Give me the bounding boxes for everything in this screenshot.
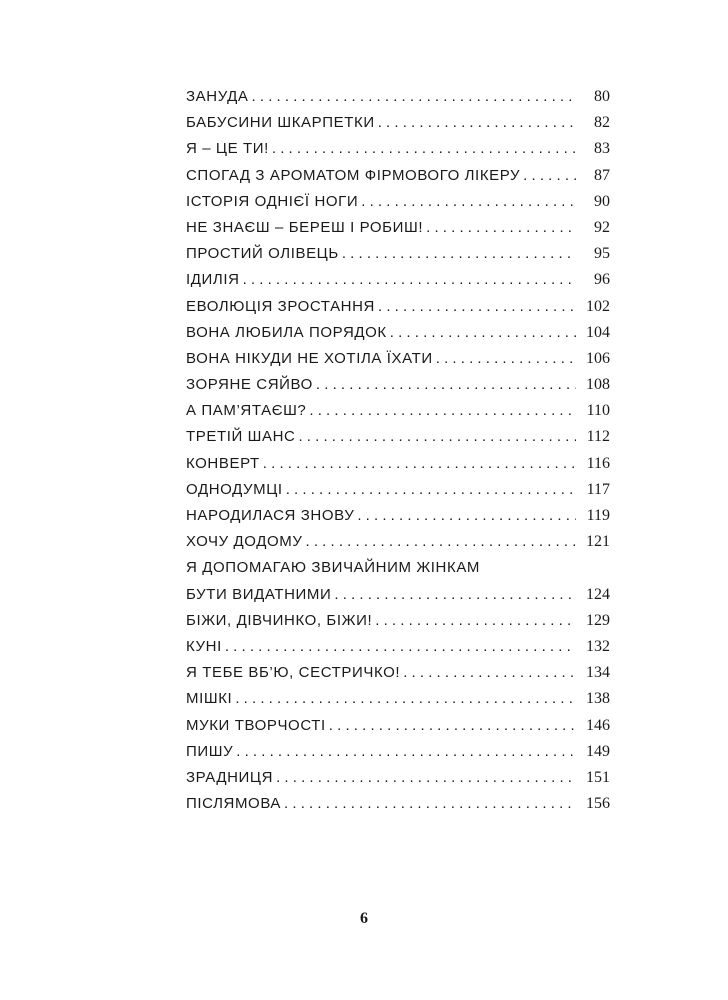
toc-entry: [186, 424, 610, 450]
toc-entry-page: 102: [586, 297, 610, 315]
toc-entry-title: СПОГАД З АРОМАТОМ ФІРМОВОГО ЛІКЕРУ: [186, 166, 521, 184]
toc-entry: [186, 451, 610, 477]
toc-entry-page: 129: [586, 611, 610, 629]
toc-entry-page: 138: [586, 690, 610, 708]
dot-leader: [263, 451, 576, 477]
toc-entry-page: 104: [586, 323, 610, 341]
toc-entry-title: НАРОДИЛАСЯ ЗНОВУ: [186, 507, 355, 524]
toc-entry-title: А ПАМ’ЯТАЄШ?: [186, 402, 307, 420]
dot-leader: [378, 294, 576, 320]
dot-leader: [272, 136, 576, 162]
toc-entry-title: ПРОСТИЙ ОЛІВЕЦЬ: [186, 245, 339, 263]
toc-entry: [186, 84, 610, 110]
dot-leader: [357, 503, 576, 529]
toc-entry-title: ЗРАДНИЦЯ: [186, 768, 274, 786]
toc-entry-title-line1: Я ДОПОМАГАЮ ЗВИЧАЙНИМ ЖІНКАМ: [186, 559, 481, 577]
toc-entry-title: ТРЕТІЙ ШАНС: [186, 428, 296, 446]
toc-entry-title: МІШКІ: [186, 690, 233, 708]
toc-entry-title: ЗОРЯНЕ СЯЙВО: [186, 376, 313, 394]
toc-entry-title: КОНВЕРТ: [186, 454, 260, 472]
toc-entry: [186, 529, 610, 555]
dot-leader: [236, 739, 576, 765]
dot-leader: [252, 84, 576, 110]
dot-leader: [284, 791, 576, 817]
toc-entry: [186, 294, 610, 320]
toc-entry-page: 119: [586, 507, 610, 524]
toc-entry-page: 146: [586, 716, 610, 734]
toc-entry-title: Я – ЦЕ ТИ!: [186, 140, 269, 158]
dot-leader: [309, 398, 576, 424]
dot-leader: [225, 634, 576, 660]
toc-entry-title: БУТИ ВИДАТНИМИ: [186, 585, 332, 603]
table-of-contents: [186, 84, 610, 817]
dot-leader: [286, 477, 576, 503]
toc-entry-page: 82: [594, 114, 610, 132]
toc-entry-page: 108: [586, 376, 610, 394]
toc-entry-page: 132: [586, 637, 610, 655]
dot-leader: [378, 110, 576, 136]
toc-entry-title: ВОНА ЛЮБИЛА ПОРЯДОК: [186, 323, 387, 341]
toc-entry-title: ІСТОРІЯ ОДНІЄЇ НОГИ: [186, 192, 359, 210]
toc-entry-title: НЕ ЗНАЄШ – БЕРЕШ І РОБИШ!: [186, 218, 424, 236]
dot-leader: [306, 529, 577, 555]
toc-entry-title: ХОЧУ ДОДОМУ: [186, 533, 303, 551]
dot-leader: [276, 765, 576, 791]
toc-entry-title: КУНІ: [186, 637, 222, 655]
toc-entry-page: 90: [594, 192, 610, 210]
toc-entry: [186, 346, 610, 372]
toc-entry-title: ПИШУ: [186, 742, 234, 760]
toc-entry: [186, 791, 610, 817]
dot-leader: [316, 372, 576, 398]
toc-entry-page: 151: [586, 768, 610, 786]
toc-entry-page: 134: [586, 664, 610, 682]
dot-leader: [342, 241, 576, 267]
toc-entry: [186, 267, 610, 293]
toc-entry-page: 116: [586, 454, 610, 472]
toc-entry-page: 92: [594, 218, 610, 236]
toc-entry-page: 156: [586, 795, 610, 813]
toc-entry: [186, 713, 610, 739]
toc-entry-page: 87: [594, 166, 610, 184]
toc-entry-title: ЕВОЛЮЦІЯ ЗРОСТАННЯ: [186, 297, 375, 315]
toc-entry: [186, 215, 610, 241]
toc-entry: [186, 634, 610, 660]
toc-entry: [186, 163, 610, 189]
dot-leader: [436, 346, 576, 372]
toc-entry: [186, 189, 610, 215]
toc-entry-page: 117: [586, 480, 610, 498]
toc-entry: [186, 320, 610, 346]
toc-entry-page: 106: [586, 349, 610, 367]
dot-leader: [235, 686, 576, 712]
toc-entry: [186, 136, 610, 162]
page-number: 6: [360, 910, 368, 927]
toc-entry: [186, 398, 610, 424]
dot-leader: [298, 424, 576, 450]
toc-entry-title: ВОНА НІКУДИ НЕ ХОТІЛА ЇХАТИ: [186, 349, 433, 367]
toc-entry: [186, 372, 610, 398]
toc-entry-page: 95: [594, 245, 610, 263]
dot-leader: [243, 267, 576, 293]
toc-entry-title: ЗАНУДА: [186, 88, 249, 105]
toc-entry: [186, 110, 610, 136]
dot-leader: [334, 582, 576, 608]
toc-entry: [186, 660, 610, 686]
toc-entry-title: ОДНОДУМЦІ: [186, 480, 283, 498]
toc-entry: [186, 241, 610, 267]
toc-entry-page: 112: [586, 428, 610, 446]
toc-entry-page: 121: [586, 533, 610, 551]
dot-leader: [523, 163, 576, 189]
toc-entry-title: Я ТЕБЕ ВБ’Ю, СЕСТРИЧКО!: [186, 664, 401, 682]
dot-leader: [375, 608, 576, 634]
toc-entry: [186, 608, 610, 634]
toc-entry-page: 96: [594, 271, 610, 289]
toc-entry-page: 124: [586, 585, 610, 603]
dot-leader: [361, 189, 576, 215]
toc-entry: [186, 686, 610, 712]
toc-entry-title: МУКИ ТВОРЧОСТІ: [186, 716, 326, 734]
toc-entry-title: БАБУСИНИ ШКАРПЕТКИ: [186, 114, 375, 132]
toc-entry-page: 83: [594, 140, 610, 158]
toc-entry: [186, 555, 610, 607]
toc-entry-title: ІДИЛІЯ: [186, 271, 240, 289]
toc-entry-title: ПІСЛЯМОВА: [186, 795, 282, 813]
toc-entry-page: 80: [594, 88, 610, 105]
dot-leader: [390, 320, 576, 346]
toc-entry: [186, 503, 610, 529]
dot-leader: [426, 215, 576, 241]
toc-entry-page: 110: [586, 402, 610, 420]
toc-entry-page: 149: [586, 742, 610, 760]
toc-entry: [186, 477, 610, 503]
dot-leader: [329, 713, 576, 739]
toc-entry-title: БІЖИ, ДІВЧИНКО, БІЖИ!: [186, 611, 373, 629]
toc-entry: [186, 739, 610, 765]
dot-leader: [403, 660, 576, 686]
toc-entry: [186, 765, 610, 791]
